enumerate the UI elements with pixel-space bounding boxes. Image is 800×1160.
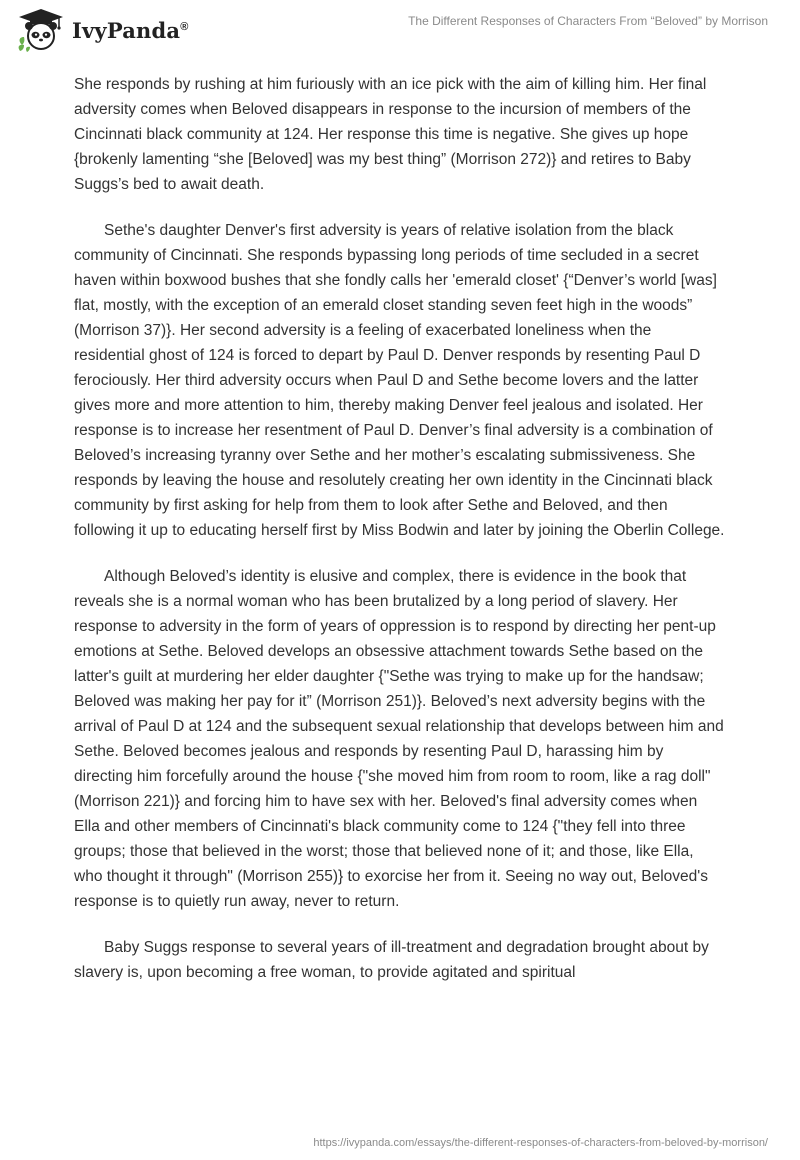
paragraph-4: Baby Suggs response to several years of ill-treatment and degradation brought about by slavery is, upon becoming a free woman, to provide agitated and spiritual bbox=[74, 939, 709, 981]
source-url[interactable]: https://ivypanda.com/essays/the-different-responses-of-characters-from-beloved-by-morrison/ bbox=[313, 1137, 768, 1149]
paragraph-2: Sethe's daughter Denver's first adversity is years of relative isolation from the black community of Cincinnati. She responds bypassing long periods of time secluded in a secret haven within boxwood bushes that she fondly calls her 'emerald closet' {“Denver’s world [was] flat, mostly, with the exception of an emerald closet standing seven feet high in the woods” (Morrison 37)}. Her second adversity is a feeling of exacerbated loneliness when the residential ghost of 124 is forced to depart by Paul D. Denver responds by resenting Paul D ferociously. Her third adversity occurs when Paul D and Sethe become lovers and the latter gives more and more attention to him, thereby making Denver feel jealous and isolated. Her response is to increase her resentment of Paul D. Denver’s final adversity is a combination of Beloved’s increasing tyranny over Sethe and her mother’s escalating submissiveness. She responds by leaving the house and resolutely creating her own identity in the Cincinnati black community by first asking for help from them to look after Sethe and Beloved, and then following it up to educating herself first by Miss Bodwin and later by joining the Oberlin College. bbox=[74, 222, 725, 539]
essay-body bbox=[74, 72, 726, 1006]
page-header bbox=[0, 0, 800, 60]
paragraph-3: Although Beloved’s identity is elusive and complex, there is evidence in the book that reveals she is a normal woman who has been brutalized by a long period of slavery. Her response to adversity in the form of years of oppression is to respond by directing her pent-up emotions at Sethe. Beloved develops an obsessive attachment towards Sethe based on the latter's guilt at murdering her elder daughter {"Sethe was trying to make up for the handsaw; Beloved was making her pay for it” (Morrison 251)}. Beloved’s next adversity begins with the arrival of Paul D at 124 and the subsequent sexual relationship that develops between him and Sethe. Beloved becomes jealous and responds by resenting Paul D, harassing him by directing him forcefully around the house {"she moved him from room to room, like a rag doll" (Morrison 221)} and forcing him to have sex with her. Beloved's final adversity comes when Ella and other members of Cincinnati's black community come to 124 {"they fell into three groups; those that believed in the worst; those that believed none of it; and those, like Ella, who thought it through" (Morrison 255)} to exorcise her from it. Seeing no way out, Beloved's response is to quietly run away, never to return. bbox=[74, 568, 724, 910]
paragraph-1: She responds by rushing at him furiously with an ice pick with the aim of killing him. Her final adversity comes when Beloved disappears in response to the incursion of members of the Cincinnati black community at 124. Her response this time is negative. She gives up hope {brokenly lamenting “she [Beloved] was my best thing” (Morrison 272)} and retires to Baby Suggs’s bed to await death. bbox=[74, 76, 707, 193]
ivypanda-logo[interactable] bbox=[16, 7, 189, 53]
logo-wordmark bbox=[72, 18, 189, 43]
registered-mark: ® bbox=[180, 20, 189, 33]
panda-mascot-icon bbox=[16, 7, 66, 53]
document-title: The Different Responses of Characters From “Beloved” by Morrison bbox=[408, 14, 768, 28]
logo-text: IvyPanda bbox=[72, 17, 181, 43]
